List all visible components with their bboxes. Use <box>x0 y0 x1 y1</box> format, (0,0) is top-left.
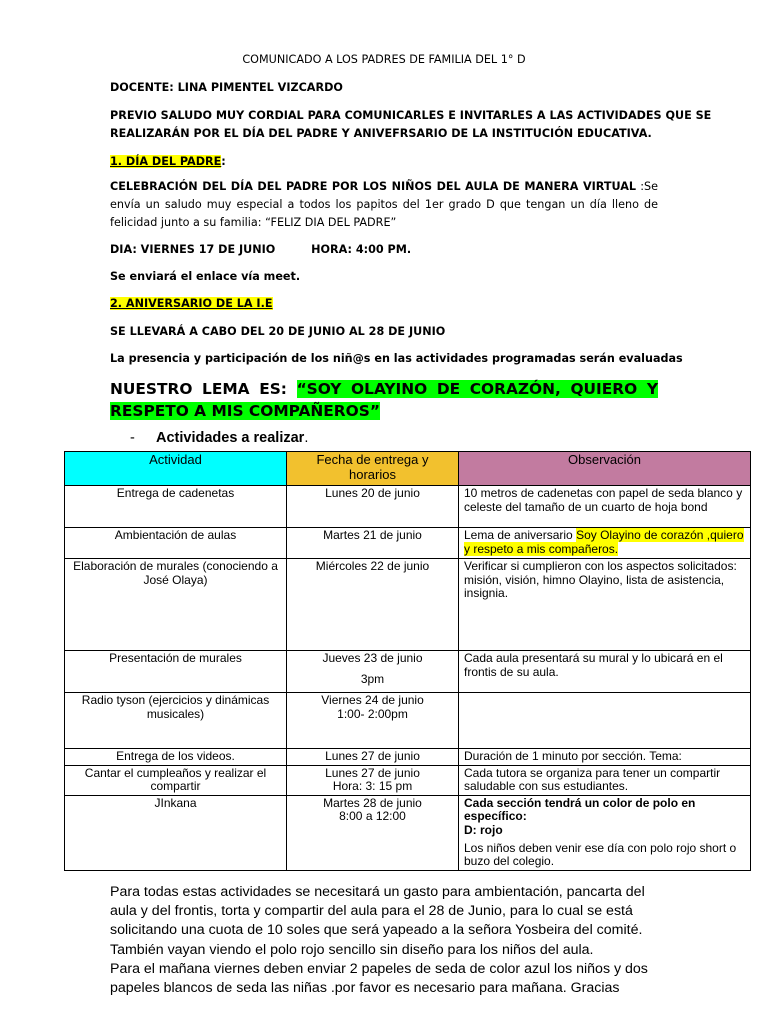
document-title: COMUNICADO A LOS PADRES DE FAMILIA DEL 1° D <box>242 53 526 66</box>
actividades-heading-text: Actividades a realizar <box>156 430 305 446</box>
cell-fecha: Lunes 27 de junio <box>287 749 459 766</box>
docente-line: DOCENTE: LINA PIMENTEL VIZCARDO <box>110 81 343 94</box>
cell-fecha <box>287 765 459 795</box>
cell-observacion <box>459 693 751 749</box>
table-row <box>65 486 751 528</box>
cell-observacion <box>459 528 751 559</box>
table-header-row <box>65 452 751 486</box>
table-row <box>65 749 751 766</box>
cell-observacion: Cada tutora se organiza para tener un compartir saludable con sus estudiantes. <box>459 765 751 795</box>
cell-actividad: Ambientación de aulas <box>65 528 287 559</box>
obs-lema-highlight: Soy Olayino de corazón ,quiero y respeto a mis compañeros. <box>464 528 744 556</box>
actividades-heading-period: . <box>304 430 309 446</box>
cell-observacion: Duración de 1 minuto por sección. Tema: <box>459 749 751 766</box>
fecha-line: Jueves 23 de junio <box>322 651 423 665</box>
hora-line: 8:00 a 12:00 <box>339 809 406 824</box>
header-fecha: Fecha de entrega y horarios <box>287 452 459 486</box>
cell-fecha: Miércoles 22 de junio <box>287 559 459 651</box>
table-row <box>65 765 751 795</box>
obs-prefix: Lema de aniversario <box>464 528 577 542</box>
cell-observacion: Verificar si cumplieron con los aspectos solicitados: misión, visión, himno Olayino, lista de asistencia, insignia. <box>459 559 751 651</box>
cell-actividad: Cantar el cumpleaños y realizar el compartir <box>65 765 287 795</box>
bullet-dash: - <box>130 430 135 446</box>
table-row <box>65 559 751 651</box>
lema-label: NUESTRO LEMA ES: <box>110 380 297 398</box>
table-row <box>65 693 751 749</box>
hora-line: 3pm <box>360 671 385 686</box>
cell-actividad: Entrega de los videos. <box>65 749 287 766</box>
obs-bold-2: D: rojo <box>464 822 503 837</box>
section1-dia-hora <box>110 240 658 259</box>
fecha-line: Lunes 27 de junio <box>325 765 420 780</box>
section1-paragraph <box>110 178 658 232</box>
hora-line: Hora: 3: 15 pm <box>332 779 413 794</box>
obs-bold-1: Cada sección tendrá un color de polo en específico: <box>464 795 696 824</box>
section1-enlace: Se enviará el enlace vía meet. <box>110 270 301 283</box>
section1-lead: CELEBRACIÓN DEL DÍA DEL PADRE POR LOS NIÑOS DEL AULA DE MANERA VIRTUAL <box>110 180 637 193</box>
header-actividad: Actividad <box>65 452 287 486</box>
cell-fecha: Lunes 20 de junio <box>287 486 459 528</box>
section2-heading-text: 2. ANIVERSARIO DE LA I.E <box>110 297 273 310</box>
footer-paragraph-1: Para todas estas actividades se necesitará un gasto para ambientación, pancarta del aula y del frontis, torta y compartir del aula para el 28 de Junio, para lo cual se está solicitando una cuota de 10 soles que será yapeado a la señora Yosbeira del comité. También vayan viendo el polo rojo sencillo sin diseño para los niños del aula. <box>110 884 645 958</box>
section2-evaluadas: La presencia y participación de los niñ@s en las actividades programadas serán evaluadas <box>110 352 683 365</box>
cell-observacion: 10 metros de cadenetas con papel de seda blanco y celeste del tamaño de un cuarto de hoja bond <box>459 486 751 528</box>
section1-heading <box>110 152 658 171</box>
section1-heading-text: 1. DÍA DEL PADRE <box>110 155 222 168</box>
fecha-line: Martes 28 de junio <box>323 795 422 810</box>
intro-line-1: PREVIO SALUDO MUY CORDIAL PARA COMUNICARLES E INVITARLES A LAS ACTIVIDADES QUE SE <box>110 109 712 122</box>
section1-dia: DIA: VIERNES 17 DE JUNIO <box>110 243 276 256</box>
section2-heading <box>110 294 658 313</box>
lema-text: “SOY OLAYINO DE CORAZÓN, QUIERO Y RESPETO A MIS COMPAÑEROS” <box>110 380 658 420</box>
cell-actividad: JInkana <box>65 795 287 870</box>
fecha-line: Viernes 24 de junio <box>321 693 424 707</box>
cell-actividad: Presentación de murales <box>65 651 287 693</box>
cell-actividad: Entrega de cadenetas <box>65 486 287 528</box>
obs-text: Los niños deben venir ese día con polo rojo short o buzo del colegio. <box>464 840 737 869</box>
footer-text <box>110 883 670 998</box>
cell-observacion <box>459 795 751 870</box>
section1-hora: HORA: 4:00 PM. <box>311 243 412 256</box>
cell-observacion: Cada aula presentará su mural y lo ubicará en el frontis de su aula. <box>459 651 751 693</box>
actividades-heading <box>130 430 308 446</box>
cell-fecha <box>287 795 459 870</box>
header-observacion: Observación <box>459 452 751 486</box>
table-row <box>65 795 751 870</box>
footer-paragraph-2: Para el mañana viernes deben enviar 2 papeles de seda de color azul los niños y dos papeles blancos de seda las niñas .por favor es necesario para mañana. Gracias <box>110 960 648 997</box>
activities-table <box>64 451 751 871</box>
section2-fechas: SE LLEVARÁ A CABO DEL 20 DE JUNIO AL 28 DE JUNIO <box>110 325 446 338</box>
intro-line-2: REALIZARÁN POR EL DÍA DEL PADRE Y ANIVEFRSARIO DE LA INSTITUCIÓN EDUCATIVA. <box>110 127 652 140</box>
table-row <box>65 651 751 693</box>
cell-fecha <box>287 651 459 693</box>
section1-heading-colon: : <box>221 155 226 168</box>
cell-actividad: Elaboración de murales (conociendo a José Olaya) <box>65 559 287 651</box>
lema-paragraph <box>110 378 658 422</box>
section1-body: :Se envía un saludo muy especial a todos los papitos del 1er grado D que tengan un día lleno de felicidad junto a su familia: “FELIZ DIA DEL PADRE” <box>110 180 658 229</box>
hora-line: 1:00- 2:00pm <box>337 706 408 721</box>
cell-fecha <box>287 693 459 749</box>
cell-fecha: Martes 21 de junio <box>287 528 459 559</box>
cell-actividad: Radio tyson (ejercicios y dinámicas musicales) <box>65 693 287 749</box>
table-row <box>65 528 751 559</box>
